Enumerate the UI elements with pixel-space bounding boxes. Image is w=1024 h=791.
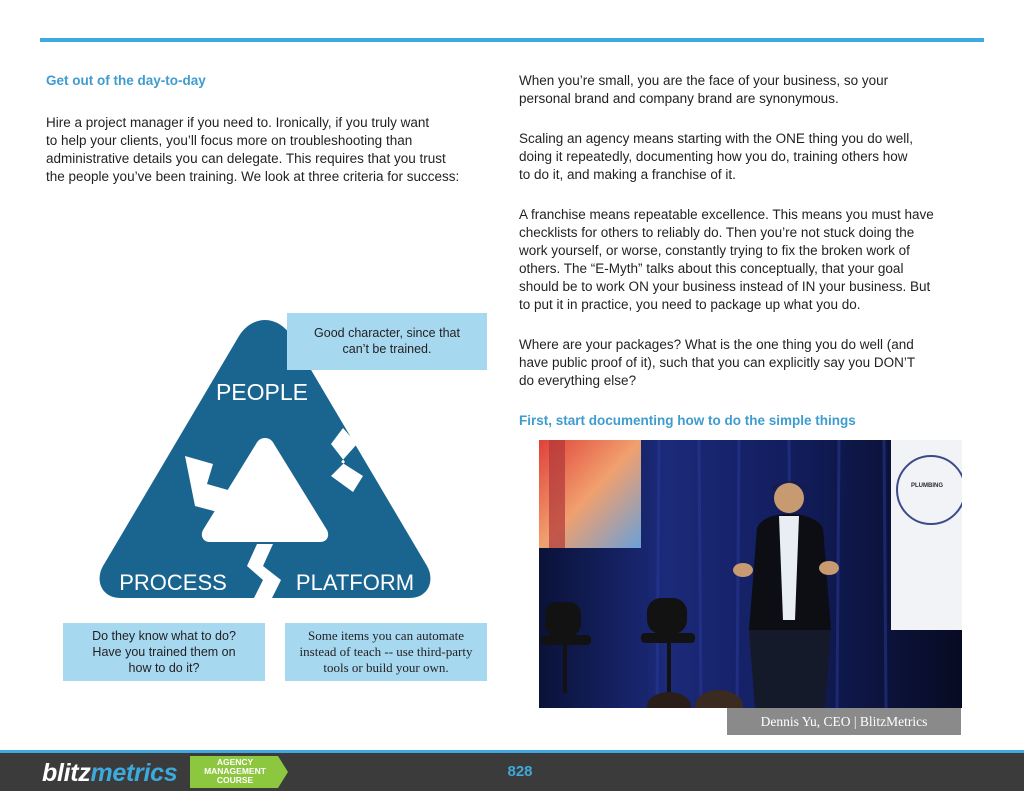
paragraph-line: Where are your packages? What is the one thing you do well (and — [519, 337, 914, 352]
people-callout-line: Good character, since that — [314, 326, 460, 340]
paragraph-line: do everything else? — [519, 373, 637, 388]
logo-part-blitz: blitz — [42, 759, 91, 787]
paragraph-line: A franchise means repeatable excellence. This means you must have — [519, 207, 934, 222]
intro-line: the people you’ve been training. We look at three criteria for success: — [46, 169, 460, 184]
paragraph-packages — [519, 336, 964, 390]
paragraph-line: Scaling an agency means starting with the ONE thing you do well, — [519, 131, 913, 146]
left-column — [46, 72, 496, 186]
paragraph-line: work yourself, or worse, constantly trying to fix the broken work of — [519, 243, 910, 258]
paragraph-line: others. The “E-Myth” talks about this conceptually, that your goal — [519, 261, 904, 276]
process-label: PROCESS — [119, 570, 227, 595]
process-callout-line: Have you trained them on — [92, 645, 236, 659]
logo-part-metrics: metrics — [90, 759, 178, 787]
paragraph-line: to do it, and making a franchise of it. — [519, 167, 736, 182]
intro-paragraph — [46, 114, 496, 186]
speaker-photo — [539, 440, 962, 708]
course-line: COURSE — [216, 775, 254, 785]
right-column — [519, 72, 964, 430]
paragraph-small-business — [519, 72, 964, 108]
footer-bar — [0, 753, 1024, 791]
paragraph-line: When you’re small, you are the face of your business, so your — [519, 73, 889, 88]
section-heading: Get out of the day-to-day — [46, 73, 206, 88]
paragraph-line: doing it repeatedly, documenting how you do, training others how — [519, 149, 908, 164]
paragraph-franchise — [519, 206, 964, 314]
paragraph-line: personal brand and company brand are synonymous. — [519, 91, 839, 106]
paragraph-line: checklists for others to reliably do. Then you’re not stuck doing the — [519, 225, 915, 240]
intro-line: Hire a project manager if you need to. Ironically, if you truly want — [46, 115, 430, 130]
platform-callout-line: tools or build your own. — [323, 660, 449, 675]
paragraph-line: to put it in practice, you need to package up what you do. — [519, 297, 861, 312]
process-callout-line: how to do it? — [128, 661, 200, 675]
people-callout — [287, 313, 487, 370]
course-line: MANAGEMENT — [204, 766, 266, 776]
blitzmetrics-logo — [42, 759, 177, 787]
paragraph-line: have public proof of it), such that you can explicitly say you DON’T — [519, 355, 916, 370]
speaker-photo-illustration — [539, 440, 962, 708]
people-label: PEOPLE — [215, 379, 309, 405]
intro-line: to help your clients, you’ll focus more on troubleshooting than — [46, 133, 413, 148]
paragraph-scaling — [519, 130, 964, 184]
photo-caption: Dennis Yu, CEO | BlitzMetrics — [727, 708, 961, 735]
process-callout-line: Do they know what to do? — [92, 629, 236, 643]
paragraph-line: should be to work ON your business instead of IN your business. But — [519, 279, 931, 294]
platform-callout-line: instead of teach -- use third-party — [299, 644, 473, 659]
process-callout — [63, 623, 265, 681]
platform-label: PLATFORM — [295, 570, 415, 595]
course-label — [196, 758, 274, 785]
page-number: 828 — [507, 763, 533, 780]
course-line: AGENCY — [216, 757, 254, 767]
platform-callout-line: Some items you can automate — [308, 628, 464, 643]
intro-line: administrative details you can delegate. This requires that you trust — [46, 151, 446, 166]
projection-screen — [891, 440, 962, 630]
people-callout-line: can’t be trained. — [342, 342, 432, 356]
platform-callout — [285, 623, 487, 681]
top-rule — [40, 38, 984, 42]
screen-text: PLUMBING — [911, 483, 943, 489]
subheading: First, start documenting how to do the simple things — [519, 413, 856, 428]
